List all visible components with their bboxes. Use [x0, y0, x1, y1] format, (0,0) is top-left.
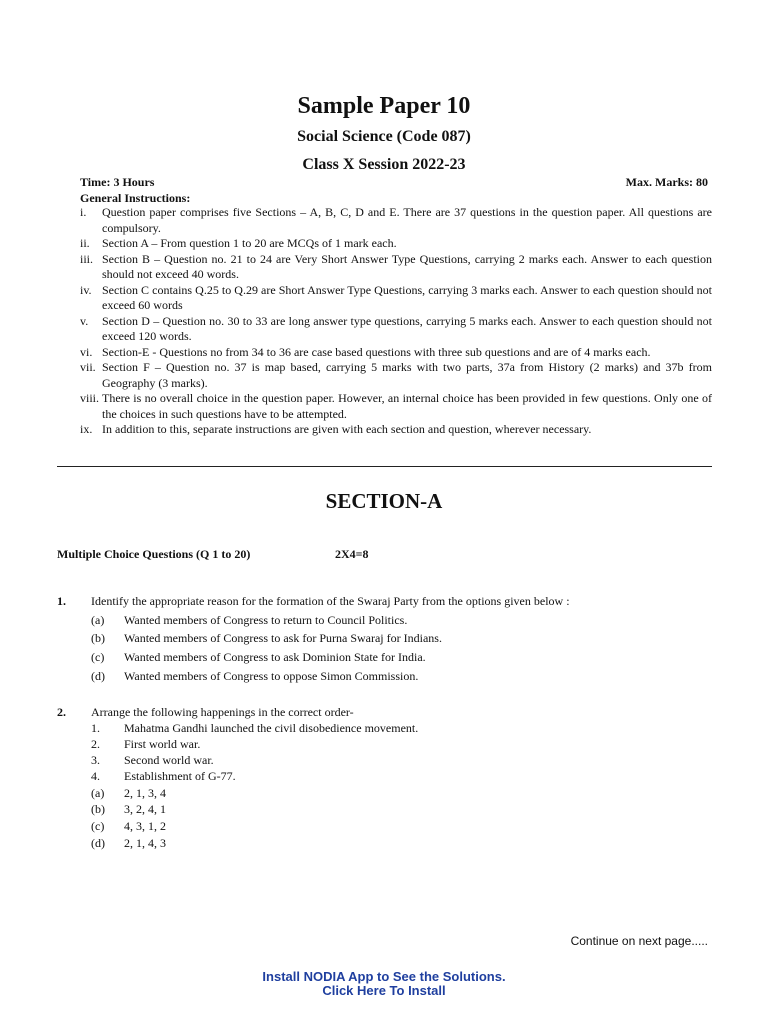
option-label: (a) — [91, 786, 105, 800]
option-label: (d) — [91, 669, 105, 683]
option-text: Wanted members of Congress to ask for Purna Swaraj for Indians. — [124, 631, 442, 645]
instruction-number: vi. — [80, 344, 93, 359]
option-text: 2, 1, 3, 4 — [124, 786, 166, 800]
paper-title: Sample Paper 10 — [297, 93, 471, 119]
click-to-install-link[interactable]: Click Here To Install — [322, 983, 446, 998]
instruction-item — [80, 252, 712, 283]
instruction-item — [80, 360, 712, 391]
instruction-item — [80, 283, 712, 314]
item-text: First world war. — [124, 737, 201, 751]
question-text: Arrange the following happenings in the correct order- — [91, 705, 354, 719]
option-label: (b) — [91, 631, 105, 645]
instruction-number: viii. — [80, 391, 100, 405]
option-text: Wanted members of Congress to oppose Simon Commission. — [124, 669, 419, 683]
instruction-text: There is no overall choice in the question paper. However, an internal choice has been provided in few questions. Only one of the choices in such questions have to be attempted. — [102, 391, 712, 421]
instruction-text: Section C contains Q.25 to Q.29 are Short Answer Type Questions, carrying 3 marks each. Answer to each question should not exceed 60 words — [102, 282, 712, 312]
instruction-number: v. — [80, 313, 89, 328]
instructions-list — [80, 205, 712, 438]
option-text: Wanted members of Congress to return to Council Politics. — [124, 613, 408, 627]
paper-subject: Social Science (Code 087) — [297, 128, 471, 145]
option-label: (d) — [91, 836, 105, 850]
instruction-number: iii. — [80, 251, 94, 266]
instruction-item — [80, 205, 712, 236]
option-text: Wanted members of Congress to ask Dominion State for India. — [124, 650, 426, 664]
section-divider — [57, 466, 712, 467]
instruction-number: ii. — [80, 236, 90, 250]
instructions-heading: General Instructions: — [80, 191, 191, 205]
instruction-number: iv. — [80, 282, 92, 297]
instruction-item — [80, 345, 712, 361]
question-text: Identify the appropriate reason for the formation of the Swaraj Party from the options given below : — [91, 594, 570, 608]
instruction-text: Section B – Question no. 21 to 24 are Very Short Answer Type Questions, carrying 2 marks each. Answer to each question should not exceed 40 words. — [102, 251, 712, 281]
item-label: 3. — [91, 753, 100, 767]
option-text: 3, 2, 4, 1 — [124, 802, 166, 816]
instruction-item — [80, 422, 712, 438]
question-number: 2. — [57, 705, 66, 719]
instruction-item — [80, 391, 712, 422]
continue-note: Continue on next page..... — [570, 934, 708, 948]
item-text: Mahatma Gandhi launched the civil disobedience movement. — [124, 721, 419, 735]
instruction-number: vii. — [80, 360, 96, 374]
mcq-marks: 2X4=8 — [335, 547, 369, 561]
instruction-text: Question paper comprises five Sections – A, B, C, D and E. There are 37 questions in the question paper. All questions are compulsory. — [102, 205, 712, 235]
install-banner — [0, 970, 768, 998]
paper-session: Class X Session 2022-23 — [302, 156, 466, 173]
item-label: 1. — [91, 721, 100, 735]
item-label: 2. — [91, 737, 100, 751]
item-text: Second world war. — [124, 753, 214, 767]
max-marks: Max. Marks: 80 — [625, 175, 708, 189]
instruction-text: Section F – Question no. 37 is map based, carrying 5 marks with two parts, 37a from History (2 marks) and 37b from Geography (3 marks). — [102, 360, 712, 390]
item-label: 4. — [91, 769, 100, 783]
instruction-text: Section D – Question no. 30 to 33 are long answer type questions, carrying 5 marks each. Answer to each question should not exceed 120 words. — [102, 313, 712, 343]
instruction-text: In addition to this, separate instructions are given with each section and question, wherever necessary. — [102, 422, 592, 436]
mcq-heading: Multiple Choice Questions (Q 1 to 20) — [57, 547, 251, 561]
install-app-link[interactable]: Install NODIA App to See the Solutions. — [262, 969, 506, 984]
option-label: (a) — [91, 613, 105, 627]
option-label: (c) — [91, 819, 105, 833]
option-label: (c) — [91, 650, 105, 664]
instruction-text: Section-E - Questions no from 34 to 36 are case based questions with three sub questions and are of 4 marks each. — [102, 344, 651, 359]
instruction-item — [80, 236, 712, 252]
option-text: 2, 1, 4, 3 — [124, 836, 166, 850]
instruction-number: i. — [80, 205, 87, 219]
instruction-number: ix. — [80, 422, 93, 436]
time-allowed: Time: 3 Hours — [80, 175, 155, 189]
section-title: SECTION-A — [325, 489, 443, 513]
instruction-text: Section A – From question 1 to 20 are MCQs of 1 mark each. — [102, 236, 397, 250]
option-label: (b) — [91, 802, 105, 816]
instruction-item — [80, 314, 712, 345]
item-text: Establishment of G-77. — [124, 769, 236, 783]
question-number: 1. — [57, 594, 66, 608]
option-text: 4, 3, 1, 2 — [124, 819, 166, 833]
